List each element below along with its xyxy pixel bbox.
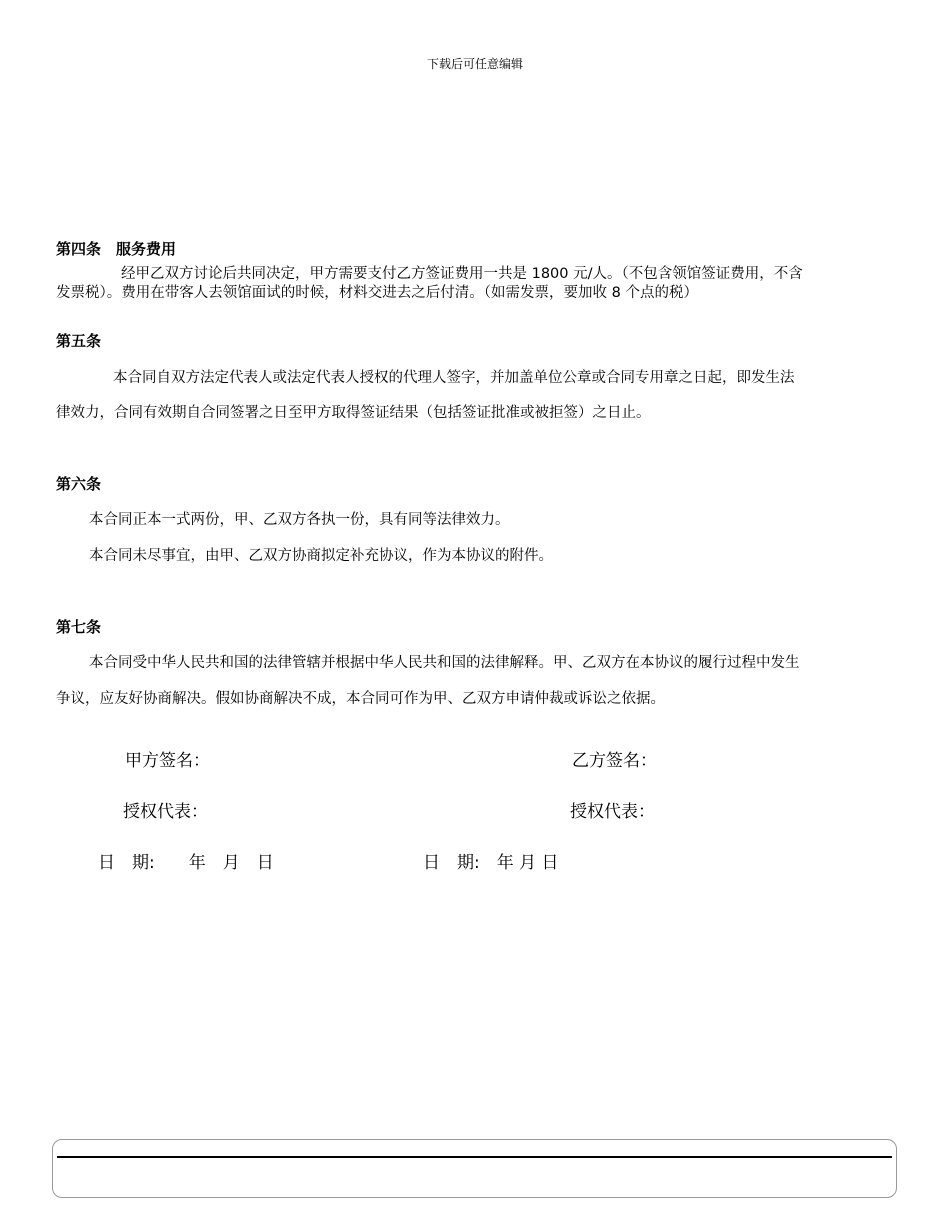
article-7-title: 第七条 xyxy=(56,618,102,636)
page-header: 下载后可任意编辑 xyxy=(426,57,523,71)
footer-rule xyxy=(57,1156,892,1158)
article-6-line-1: 本合同正本一式两份，甲、乙双方各执一份，具有同等法律效力。 xyxy=(89,512,510,528)
party-b-date-label: 日 期: 年 月 日 xyxy=(423,853,559,873)
party-a-date-label: 日 期: 年 月 日 xyxy=(98,853,274,873)
party-b-signature-label: 乙方签名： xyxy=(572,751,657,771)
article-5-line-2: 律效力，合同有效期自合同签署之日至甲方取得签证结果（包括签证批准或被拒签）之日止。 xyxy=(56,405,651,421)
article-4-line-2: 发票税）。费用在带客人去领馆面试的时候，材料交进去之后付清。（如需发票，要加收 8 个点的税） xyxy=(56,285,698,301)
article-4-line-1: 经甲乙双方讨论后共同决定，甲方需要支付乙方签证费用一共是 1800 元/人。（不包含领馆签证费用，不含 xyxy=(121,266,803,282)
article-5-title: 第五条 xyxy=(56,332,102,350)
party-a-representative-label: 授权代表： xyxy=(123,802,208,822)
article-7-line-2: 争议，应友好协商解决。假如协商解决不成，本合同可作为甲、乙双方申请仲裁或诉讼之依据。 xyxy=(56,691,665,707)
article-7-line-1: 本合同受中华人民共和国的法律管辖并根据中华人民共和国的法律解释。甲、乙双方在本协议的履行过程中发生 xyxy=(89,655,800,671)
party-b-representative-label: 授权代表： xyxy=(570,802,655,822)
article-6-title: 第六条 xyxy=(56,475,102,493)
article-4-title: 第四条 服务费用 xyxy=(56,240,177,258)
party-a-signature-label: 甲方签名： xyxy=(125,751,210,771)
article-6-line-2: 本合同未尽事宜，由甲、乙双方协商拟定补充协议，作为本协议的附件。 xyxy=(89,548,553,564)
article-5-line-1: 本合同自双方法定代表人或法定代表人授权的代理人签字，并加盖单位公章或合同专用章之日起，即发生法 xyxy=(113,370,795,386)
footer-box xyxy=(52,1139,897,1198)
